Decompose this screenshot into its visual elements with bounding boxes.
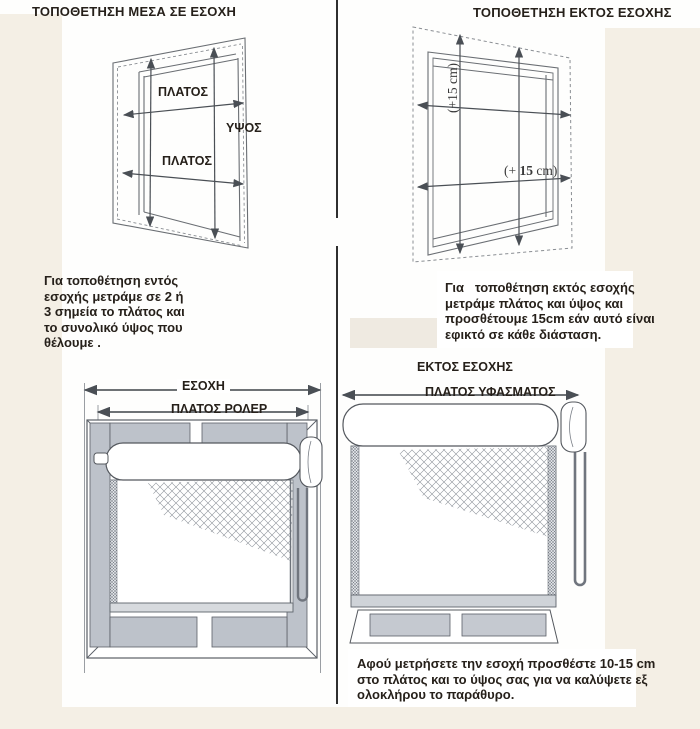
caption-line: προσθέτουμε 15cm εάν αυτό είναι bbox=[445, 311, 655, 327]
recess-label: ΕΣΟΧΗ bbox=[177, 379, 230, 393]
right-margin bbox=[605, 28, 700, 729]
blind-outside-recess-drawing bbox=[340, 386, 592, 652]
caption-line: στο πλάτος και το ύψος σας για να καλύψετε εξ bbox=[357, 671, 648, 687]
plus-15cm-horizontal-label bbox=[504, 163, 557, 179]
scan-artifact-band bbox=[350, 318, 437, 348]
caption-line: Αφού μετρήσετε την εσοχή προσθέστε 10-15 cm bbox=[357, 656, 656, 671]
roller-width-label: ΠΛΑΤΟΣ ΡΟΛΕΡ bbox=[171, 402, 268, 416]
caption-line: ολοκλήρου το παράθυρο. bbox=[357, 687, 515, 703]
top-left-title: ΤΟΠΟΘΕΤΗΣΗ ΜΕΣΑ ΣΕ ΕΣΟΧΗ bbox=[32, 4, 237, 19]
blind-in-recess-drawing bbox=[64, 375, 330, 677]
bottom-caption bbox=[357, 656, 655, 703]
recess-window-drawing bbox=[95, 25, 315, 257]
top-right-title: ΤΟΠΟΘΕΤΗΣΗ ΕΚΤΟΣ ΕΣΟΧΗΣ bbox=[473, 5, 672, 20]
width-label-top: ΠΛΑΤΟΣ bbox=[158, 85, 208, 99]
left-margin bbox=[0, 14, 62, 729]
plus15-post: cm) bbox=[532, 163, 558, 178]
caption-line: θέλουμε . bbox=[44, 335, 101, 351]
plus-15cm-vertical-label: (+15 cm) bbox=[445, 63, 460, 113]
caption-line: εφικτό σε κάθε διάσταση. bbox=[445, 326, 602, 342]
caption-line: Για τοποθέτηση εκτός εσοχής bbox=[445, 280, 635, 295]
inside-recess-caption bbox=[44, 273, 185, 351]
caption-line: το συνολικό ύψος που bbox=[44, 319, 183, 335]
fabric-width-label: ΠΛΑΤΟΣ ΥΦΑΣΜΑΤΟΣ bbox=[425, 385, 556, 399]
outside-recess-window-drawing bbox=[405, 18, 580, 268]
plus15-pre: (+ bbox=[504, 163, 520, 178]
caption-line: μετράμε πλάτος και ύψος και bbox=[445, 295, 624, 311]
caption-line: Για τοποθέτηση εντός bbox=[44, 273, 179, 288]
caption-line: 3 σημεία το πλάτος και bbox=[44, 304, 185, 320]
vertical-divider-bottom bbox=[336, 246, 338, 704]
bottom-margin bbox=[0, 707, 700, 729]
vertical-divider-top bbox=[336, 0, 338, 218]
plus15-num: 15 bbox=[519, 163, 533, 178]
outside-recess-caption bbox=[445, 280, 655, 342]
height-label: ΥΨΟΣ bbox=[226, 121, 262, 135]
outside-recess-heading: ΕΚΤΟΣ ΕΣΟΧΗΣ bbox=[417, 360, 513, 374]
width-label-bottom: ΠΛΑΤΟΣ bbox=[162, 154, 212, 168]
caption-line: εσοχής μετράμε σε 2 ή bbox=[44, 288, 184, 304]
